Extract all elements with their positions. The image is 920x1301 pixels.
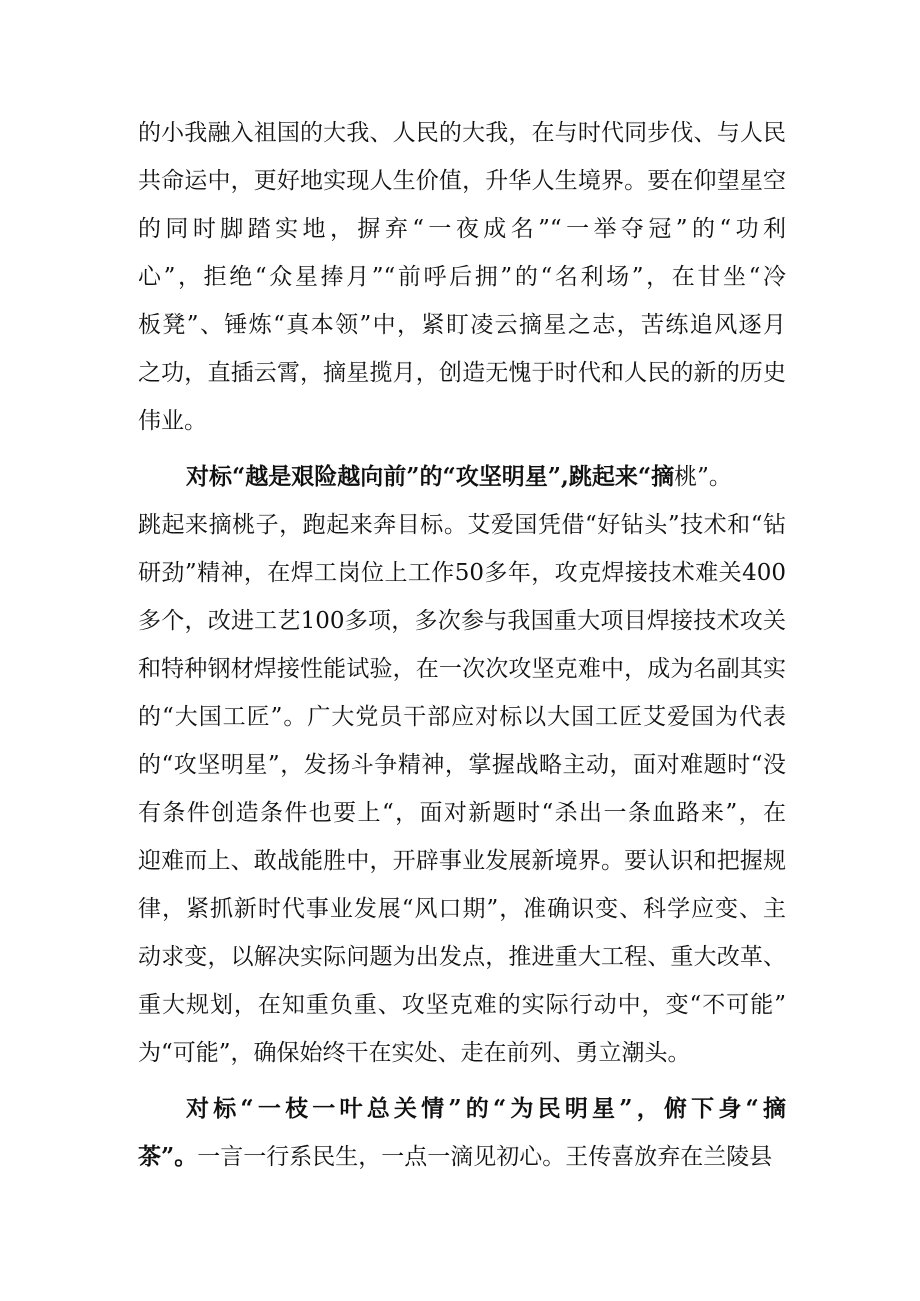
section-heading: 对标“一枝一叶总关情”的“为民明星”，俯下身“摘 (186, 1095, 786, 1122)
body-text-line: 多个，改进工艺100多项，多次参与我国重大项目焊接技术攻关 (138, 608, 786, 634)
body-text-line: 跳起来摘桃子，跑起来奔目标。艾爱国凭借“好钻头”技术和“钻 (138, 512, 786, 538)
section-heading-rest: 桃”。 (674, 464, 732, 490)
body-text-line: 重大规划，在知重负重、攻坚克难的实际行动中，变“不可能” (138, 992, 786, 1018)
body-text-span: 一言一行系民生，一点一滴见初心。王传喜放弃在兰陵县 (197, 1144, 773, 1170)
body-text-line: 为“可能”，确保始终干在实处、走在前列、勇立潮头。 (138, 1040, 691, 1066)
body-text-line: 的“大国工匠”。广大党员干部应对标以大国工匠艾爱国为代表 (138, 704, 786, 730)
body-text-line: 迎难而上、敢战能胜中，开辟事业发展新境界。要认识和把握规 (138, 848, 786, 874)
body-text-line: 之功，直插云霄，摘星揽月，创造无愧于时代和人民的新的历史 (138, 360, 786, 386)
body-text-line: 心”，拒绝“众星捧月”“前呼后拥”的“名利场”，在甘坐“冷 (138, 264, 786, 290)
body-text-line: 的同时脚踏实地，摒弃“一夜成名”“一举夺冠”的“功利 (138, 216, 786, 242)
section-heading-bold: 茶”。 (138, 1143, 198, 1170)
body-text-line: 研劲”精神，在焊工岗位上工作50多年，攻克焊接技术难关400 (138, 560, 786, 586)
body-text-line: 和特种钢材焊接性能试验，在一次次攻坚克难中，成为名副其实 (138, 656, 786, 682)
body-text-line (138, 1142, 786, 1172)
body-text-line: 律，紧抓新时代事业发展“风口期”，准确识变、科学应变、主 (138, 896, 786, 922)
body-text-line: 的小我融入祖国的大我、人民的大我，在与时代同步伐、与人民 (138, 120, 786, 146)
body-text-line: 动求变，以解决实际问题为出发点，推进重大工程、重大改革、 (138, 944, 786, 970)
body-text-line: 的“攻坚明星”，发扬斗争精神，掌握战略主动，面对难题时“没 (138, 752, 786, 778)
body-text-line: 伟业。 (138, 408, 207, 434)
section-heading (186, 462, 786, 492)
body-text-line: 有条件创造条件也要上“，面对新题时“杀出一条血路来”，在 (138, 800, 786, 826)
body-text-line: 共命运中，更好地实现人生价值，升华人生境界。要在仰望星空 (138, 168, 786, 194)
body-text-line: 板凳”、锤炼“真本领”中，紧盯凌云摘星之志，苦练追风逐月 (138, 312, 786, 338)
section-heading-bold: 对标“越是艰险越向前”的“攻坚明星”,跳起来“摘 (186, 463, 675, 490)
